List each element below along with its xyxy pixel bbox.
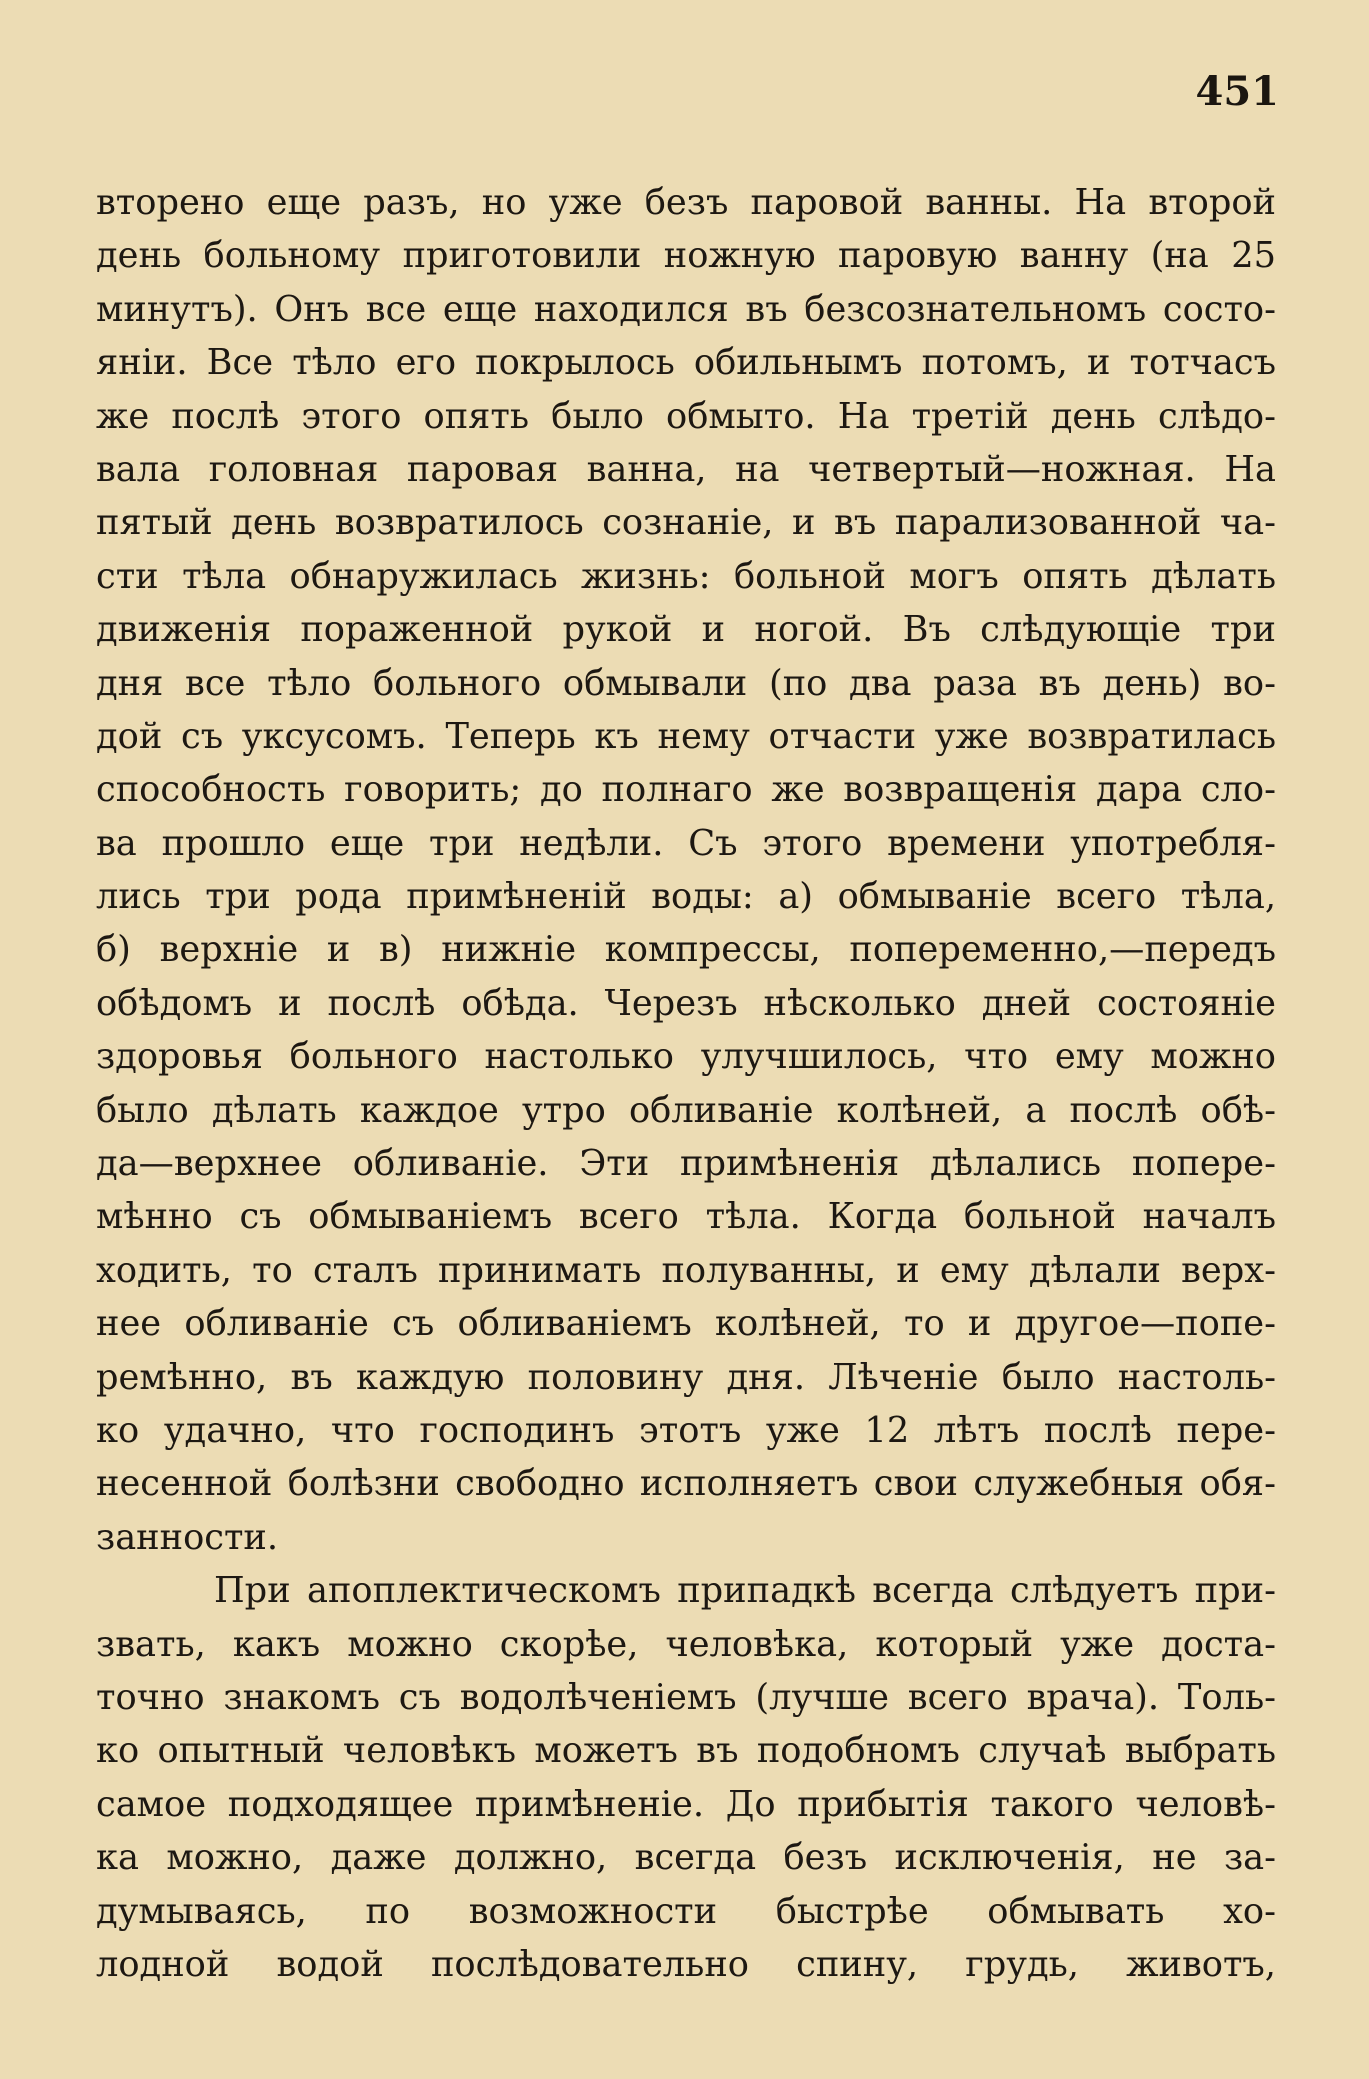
text-line: думываясь, по возможности быстрѣе обмывать хо- <box>96 1890 1276 1932</box>
text-line: точно знакомъ съ водолѣченіемъ (лучше всего врача). Толь- <box>96 1676 1276 1718</box>
text-line: лись три рода примѣненій воды: а) обмываніе всего тѣла, <box>96 876 1276 918</box>
text-line: ко опытный человѣкъ можетъ въ подобномъ случаѣ выбрать <box>96 1730 1276 1772</box>
text-line: сти тѣла обнаружилась жизнь: больной могъ опять дѣлать <box>96 555 1276 597</box>
text-line: ка можно, даже должно, всегда безъ исключенія, не за- <box>96 1837 1276 1879</box>
text-line: лодной водой послѣдовательно спину, грудь, животъ, <box>96 1943 1276 1985</box>
text-line: занности. <box>96 1516 279 1558</box>
body-text <box>96 176 1276 1991</box>
text-line: ко удачно, что господинъ этотъ уже 12 лѣтъ послѣ пере- <box>96 1409 1276 1451</box>
text-line: ва прошло еще три недѣли. Съ этого времени употребля- <box>96 822 1276 864</box>
text-line: минутъ). Онъ все еще находился въ безсознательномъ состо- <box>96 288 1276 330</box>
text-line: ходить, то сталъ принимать полуванны, и ему дѣлали верх- <box>96 1249 1276 1291</box>
text-line: мѣнно съ обмываніемъ всего тѣла. Когда больной началъ <box>96 1196 1276 1238</box>
text-line: дой съ уксусомъ. Теперь къ нему отчасти уже возвратилась <box>96 715 1276 757</box>
text-line: звать, какъ можно скорѣе, человѣка, который уже доста- <box>96 1623 1276 1665</box>
text-line: да—верхнее обливаніе. Эти примѣненія дѣлались попере- <box>96 1143 1276 1185</box>
text-line: пятый день возвратилось сознаніе, и въ парализованной ча- <box>96 502 1276 544</box>
text-line: нее обливаніе съ обливаніемъ колѣней, то и другое—попе- <box>96 1303 1276 1345</box>
text-line: б) верхніе и в) нижніе компрессы, попеременно,—передъ <box>96 929 1276 971</box>
text-line: же послѣ этого опять было обмыто. На третій день слѣдо- <box>96 395 1276 437</box>
text-line: здоровья больного настолько улучшилось, что ему можно <box>96 1036 1276 1078</box>
text-line: дня все тѣло больного обмывали (по два раза въ день) во- <box>96 662 1276 704</box>
text-line: вторено еще разъ, но уже безъ паровой ванны. На второй <box>96 182 1276 223</box>
text-line: самое подходящее примѣненіе. До прибытія такого человѣ- <box>96 1783 1276 1825</box>
page-number: 451 <box>1195 68 1279 115</box>
text-line: способность говорить; до полнаго же возвращенія дара сло- <box>96 769 1276 811</box>
text-line: было дѣлать каждое утро обливаніе колѣней, а послѣ обѣ- <box>96 1089 1276 1131</box>
text-line: несенной болѣзни свободно исполняетъ свои служебныя обя- <box>96 1463 1276 1505</box>
text-line: ремѣнно, въ каждую половину дня. Лѣченіе было настоль- <box>96 1356 1276 1398</box>
text-line: движенія пораженной рукой и ногой. Въ слѣдующіе три <box>96 609 1276 651</box>
text-line: день больному приготовили ножную паровую ванну (на 25 <box>96 235 1276 277</box>
text-line: обѣдомъ и послѣ обѣда. Черезъ нѣсколько дней состояніе <box>96 982 1276 1024</box>
text-line: яніи. Все тѣло его покрылось обильнымъ потомъ, и тотчасъ <box>96 342 1276 384</box>
text-line: При апоплектическомъ припадкѣ всегда слѣдуетъ при- <box>214 1570 1276 1612</box>
text-line: вала головная паровая ванна, на четвертый—ножная. На <box>96 448 1276 490</box>
